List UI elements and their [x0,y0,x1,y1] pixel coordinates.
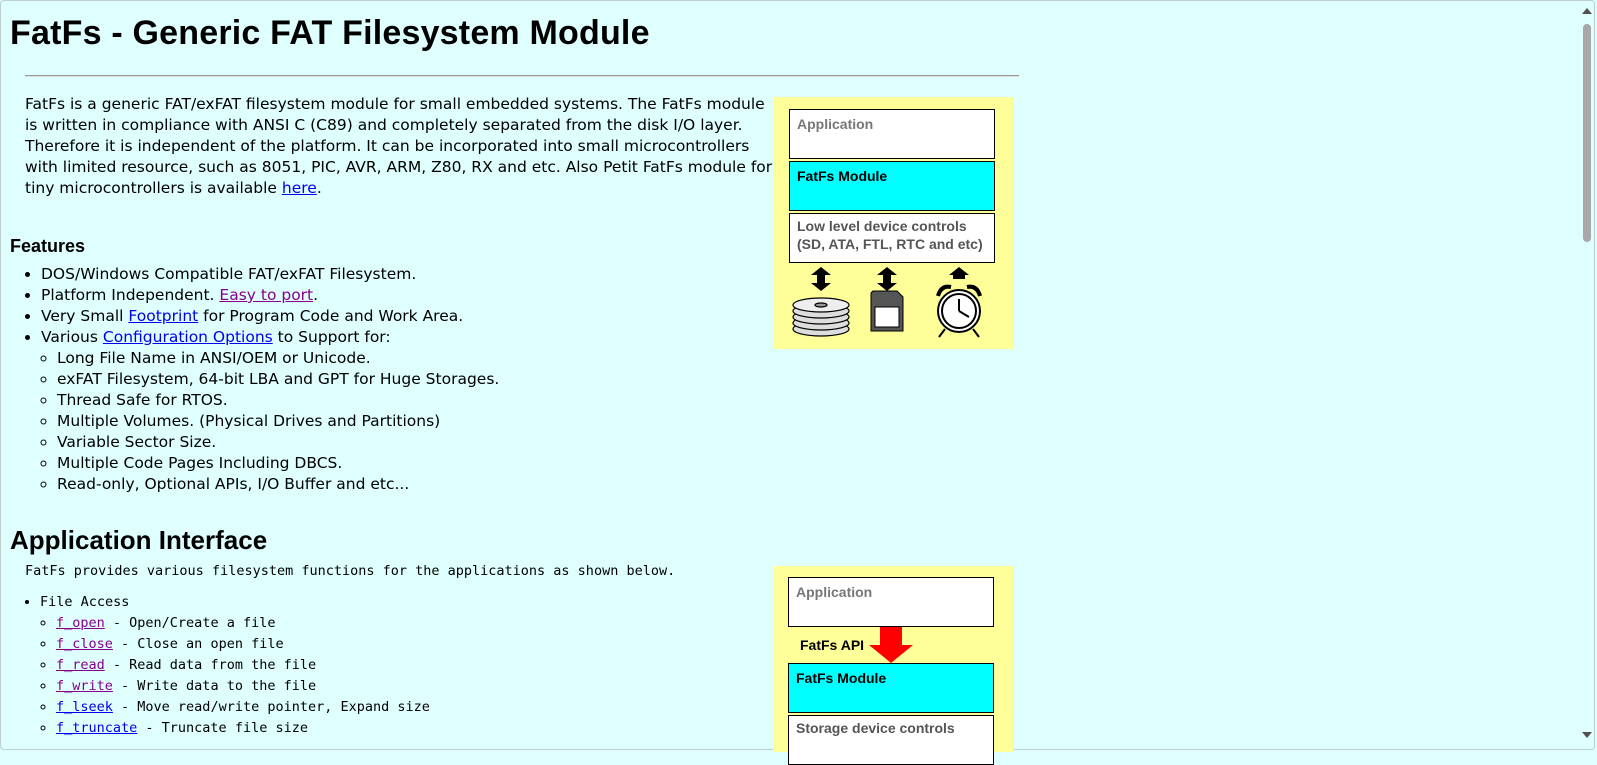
diagram2-storage-label: Storage device controls [796,720,955,736]
diagram-application-label: Application [797,116,874,132]
f-read-link[interactable]: f_read [56,657,105,673]
api-item-desc: - Read data from the file [104,657,317,673]
list-item: ◦ Multiple Volumes. (Physical Drives and Partitions) [57,411,499,432]
footprint-link[interactable]: Footprint [128,307,199,325]
list-item [40,592,430,739]
list-item: ◦ Read-only, Optional APIs, I/O Buffer and etc... [57,474,499,495]
diagram2-application-label: Application [796,584,873,600]
device-icons [773,263,1014,349]
list-item: • DOS/Windows Compatible FAT/exFAT Filesystem. [41,264,499,285]
f-write-link[interactable]: f_write [56,678,113,694]
api-diagram [773,566,1014,752]
list-item: ◦ exFAT Filesystem, 64-bit LBA and GPT for Huge Storages. [57,369,499,390]
f-lseek-link[interactable]: f_lseek [56,699,113,715]
item-text: for Program Code and Work Area. [198,307,464,325]
configuration-options-link[interactable]: Configuration Options [102,328,273,346]
divider [25,75,1019,77]
list-item [56,613,430,634]
scroll-down-arrow-icon[interactable] [1582,732,1592,738]
list-item [56,634,430,655]
disk-stack-icon [793,298,849,336]
list-item [56,655,430,676]
scrollbar-thumb[interactable] [1583,24,1591,242]
list-item: ◦ Multiple Code Pages Including DBCS. [57,453,499,474]
diagram2-module-box [788,663,994,713]
vertical-scrollbar[interactable] [1578,2,1595,748]
list-item: ◦ Variable Sector Size. [57,432,499,453]
diagram-module-label: FatFs Module [797,168,888,184]
features-heading: Features [10,236,86,256]
page-title: FatFs - Generic FAT Filesystem Module [10,14,650,52]
f-truncate-link[interactable]: f_truncate [56,720,138,736]
features-list [20,264,499,495]
api-list [20,592,430,739]
intro-paragraph [25,94,780,199]
list-item: ◦ Long File Name in ANSI/OEM or Unicode. [57,348,499,369]
api-sublist [40,613,430,739]
diagram2-storage-box [788,715,994,765]
diagram-module-box [789,161,995,211]
sd-card-icon [871,291,903,331]
f-open-link[interactable]: f_open [56,615,105,631]
layer-diagram [773,97,1014,349]
petit-fatfs-link[interactable]: here [281,179,317,197]
api-item-desc: - Write data to the file [112,678,317,694]
api-item-desc: - Truncate file size [137,720,308,736]
easy-to-port-link[interactable]: Easy to port [219,286,314,304]
f-close-link[interactable]: f_close [56,636,113,652]
intro-text: FatFs is a generic FAT/exFAT filesystem module for small embedded systems. The FatFs module is written in compliance with ANSI C (C89) and completely separated from the disk I/O layer. Therefore it is independent of the platform. It can be incorporated into small microcontrollers with limited resource, such as 8051, PIC, AVR, ARM, Z80, RX and etc. Also Petit FatFs module for tiny microcontrollers is available [25,95,773,197]
features-sublist [41,348,499,495]
api-item-desc: - Move read/write pointer, Expand size [112,699,430,715]
list-item [41,327,499,495]
list-item [41,306,499,327]
item-text: Very Small [41,307,129,325]
list-item [56,697,430,718]
api-item-desc: - Close an open file [112,636,284,652]
diagram-lowlevel-line1: Low level device controls [797,218,967,234]
item-text: . [313,286,319,304]
api-description: FatFs provides various filesystem functions for the applications as shown below. [25,563,676,579]
diagram2-module-label: FatFs Module [796,670,887,686]
item-text: Various [41,328,103,346]
diagram-application-box [789,109,995,159]
diagram-lowlevel-line2: (SD, ATA, FTL, RTC and etc) [797,236,983,252]
diagram-lowlevel-box [789,213,995,263]
scroll-up-arrow-icon[interactable] [1582,8,1592,14]
item-text: to Support for: [272,328,391,346]
diagram2-application-box [788,577,994,627]
list-item [41,285,499,306]
alarm-clock-icon [938,287,980,337]
fatfs-api-label: FatFs API [800,637,865,653]
red-arrow-icon [867,627,915,663]
api-item-desc: - Open/Create a file [104,615,276,631]
item-text: Platform Independent. [41,286,220,304]
list-item [56,676,430,697]
list-item: ◦ Thread Safe for RTOS. [57,390,499,411]
list-item [56,718,430,739]
api-group-label: File Access [40,594,130,610]
api-heading: Application Interface [10,525,268,555]
intro-end: . [316,179,322,197]
